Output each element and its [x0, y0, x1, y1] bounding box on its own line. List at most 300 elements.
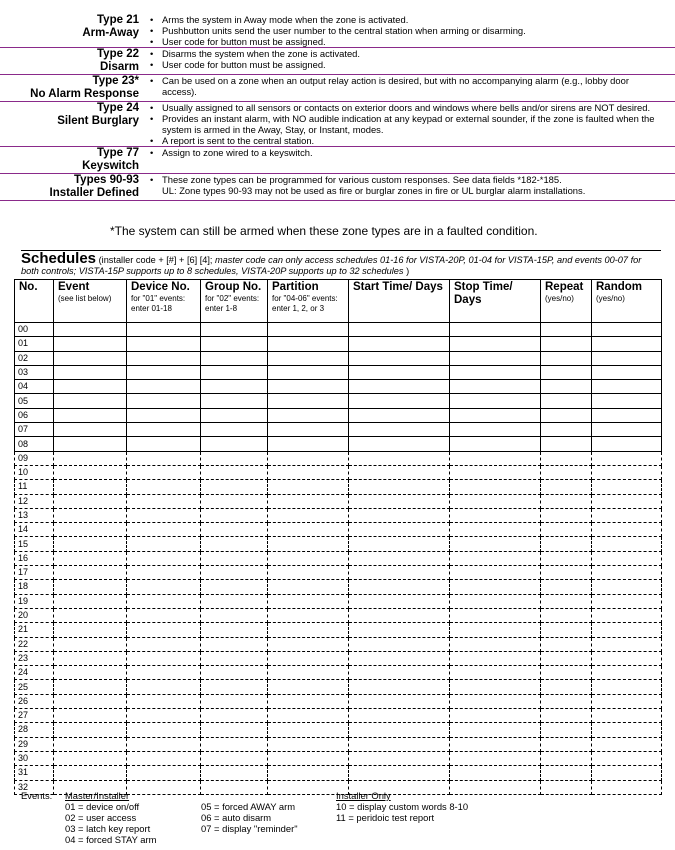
schedule-entry-cell[interactable]: [54, 494, 127, 508]
events-col-2: [201, 801, 298, 834]
schedule-entry-cell[interactable]: [592, 423, 662, 437]
schedule-entry-cell[interactable]: [450, 365, 541, 379]
schedule-number-cell: 20: [15, 608, 54, 622]
schedule-entry-cell[interactable]: [268, 594, 349, 608]
schedule-entry-cell[interactable]: [349, 694, 450, 708]
schedule-entry-cell[interactable]: [450, 423, 541, 437]
schedule-entry-cell[interactable]: [54, 608, 127, 622]
schedule-entry-cell[interactable]: [54, 508, 127, 522]
schedule-entry-cell[interactable]: [450, 394, 541, 408]
schedule-entry-cell[interactable]: [54, 594, 127, 608]
schedule-entry-cell[interactable]: [592, 780, 662, 794]
schedule-entry-cell[interactable]: [201, 380, 268, 394]
zone-type-bullet: • Arms the system in Away mode when the zone is activated.: [150, 14, 661, 25]
column-title: Event: [58, 281, 90, 293]
zone-type-label: [0, 174, 150, 200]
schedule-entry-cell[interactable]: [127, 394, 201, 408]
table-row: [15, 723, 662, 737]
schedule-entry-cell[interactable]: [592, 394, 662, 408]
schedule-entry-cell[interactable]: [349, 323, 450, 337]
schedule-entry-cell[interactable]: [54, 323, 127, 337]
schedule-entry-cell[interactable]: [450, 751, 541, 765]
schedule-entry-cell[interactable]: [592, 766, 662, 780]
schedule-entry-cell[interactable]: [349, 508, 450, 522]
schedule-entry-cell[interactable]: [541, 766, 592, 780]
schedule-number-cell: 05: [15, 394, 54, 408]
schedule-entry-cell[interactable]: [592, 523, 662, 537]
schedule-entry-cell[interactable]: [592, 608, 662, 622]
schedule-entry-cell[interactable]: [450, 709, 541, 723]
schedule-entry-cell[interactable]: [127, 780, 201, 794]
schedule-entry-cell[interactable]: [268, 680, 349, 694]
schedule-entry-cell[interactable]: [541, 666, 592, 680]
schedule-entry-cell[interactable]: [450, 694, 541, 708]
schedule-entry-cell[interactable]: [349, 437, 450, 451]
schedule-entry-cell[interactable]: [268, 380, 349, 394]
schedule-entry-cell[interactable]: [268, 566, 349, 580]
schedule-entry-cell[interactable]: [541, 537, 592, 551]
schedule-entry-cell[interactable]: [541, 551, 592, 565]
schedule-entry-cell[interactable]: [450, 651, 541, 665]
schedule-entry-cell[interactable]: [268, 737, 349, 751]
schedule-entry-cell[interactable]: [450, 408, 541, 422]
schedule-entry-cell[interactable]: [541, 651, 592, 665]
schedule-entry-cell[interactable]: [349, 651, 450, 665]
schedule-entry-cell[interactable]: [592, 365, 662, 379]
schedule-entry-cell[interactable]: [127, 537, 201, 551]
schedule-entry-cell[interactable]: [450, 523, 541, 537]
column-title: Repeat: [545, 281, 584, 293]
schedule-entry-cell[interactable]: [349, 737, 450, 751]
schedule-entry-cell[interactable]: [201, 551, 268, 565]
schedule-entry-cell[interactable]: [201, 437, 268, 451]
schedule-entry-cell[interactable]: [541, 365, 592, 379]
schedule-number-cell: 10: [15, 465, 54, 479]
schedule-entry-cell[interactable]: [268, 480, 349, 494]
schedule-entry-cell[interactable]: [592, 437, 662, 451]
schedule-entry-cell[interactable]: [127, 337, 201, 351]
schedule-entry-cell[interactable]: [349, 766, 450, 780]
schedule-entry-cell[interactable]: [54, 423, 127, 437]
schedule-entry-cell[interactable]: [127, 637, 201, 651]
schedule-entry-cell[interactable]: [450, 737, 541, 751]
schedule-entry-cell[interactable]: [54, 666, 127, 680]
table-row: [15, 465, 662, 479]
schedule-entry-cell[interactable]: [201, 709, 268, 723]
schedules-header: [21, 250, 661, 277]
schedule-entry-cell[interactable]: [349, 394, 450, 408]
schedule-entry-cell[interactable]: [201, 365, 268, 379]
event-code-item: 04 = forced STAY arm: [65, 834, 157, 845]
schedule-number-cell: 17: [15, 566, 54, 580]
schedule-entry-cell[interactable]: [450, 337, 541, 351]
zone-type-bullet: • User code for button must be assigned.: [150, 59, 661, 70]
schedule-entry-cell[interactable]: [127, 666, 201, 680]
schedule-entry-cell[interactable]: [268, 694, 349, 708]
schedule-entry-cell[interactable]: [349, 451, 450, 465]
schedule-entry-cell[interactable]: [541, 480, 592, 494]
schedule-entry-cell[interactable]: [201, 351, 268, 365]
zone-type-description: [150, 102, 675, 146]
schedule-entry-cell[interactable]: [592, 480, 662, 494]
schedule-entry-cell[interactable]: [54, 351, 127, 365]
schedule-entry-cell[interactable]: [54, 723, 127, 737]
schedule-entry-cell[interactable]: [349, 537, 450, 551]
schedule-entry-cell[interactable]: [54, 580, 127, 594]
schedule-entry-cell[interactable]: [127, 623, 201, 637]
schedule-entry-cell[interactable]: [54, 751, 127, 765]
schedule-entry-cell[interactable]: [450, 780, 541, 794]
schedule-entry-cell[interactable]: [450, 551, 541, 565]
schedule-entry-cell[interactable]: [592, 351, 662, 365]
table-row: [15, 709, 662, 723]
schedule-entry-cell[interactable]: [450, 623, 541, 637]
column-subtitle: for "02" events: enter 1-8: [205, 294, 260, 313]
schedule-entry-cell[interactable]: [268, 323, 349, 337]
table-row: [15, 380, 662, 394]
schedule-entry-cell[interactable]: [268, 637, 349, 651]
schedule-entry-cell[interactable]: [268, 580, 349, 594]
schedule-entry-cell[interactable]: [592, 380, 662, 394]
schedule-entry-cell[interactable]: [592, 680, 662, 694]
schedule-entry-cell[interactable]: [54, 566, 127, 580]
zone-type-description: [150, 147, 675, 173]
table-row: [15, 494, 662, 508]
schedule-entry-cell[interactable]: [201, 737, 268, 751]
zone-type-bullet: • Usually assigned to all sensors or contacts on exterior doors and windows where bells and/or sirens are NOT desired.: [150, 102, 661, 113]
table-row: [15, 480, 662, 494]
schedule-entry-cell[interactable]: [450, 608, 541, 622]
schedule-entry-cell[interactable]: [201, 623, 268, 637]
schedule-entry-cell[interactable]: [201, 451, 268, 465]
schedule-entry-cell[interactable]: [349, 666, 450, 680]
schedule-entry-cell[interactable]: [349, 637, 450, 651]
schedule-entry-cell[interactable]: [127, 551, 201, 565]
column-header: [201, 280, 268, 323]
schedule-entry-cell[interactable]: [541, 594, 592, 608]
schedule-entry-cell[interactable]: [349, 594, 450, 608]
schedule-entry-cell[interactable]: [268, 766, 349, 780]
schedule-entry-cell[interactable]: [592, 408, 662, 422]
schedule-entry-cell[interactable]: [127, 594, 201, 608]
schedule-entry-cell[interactable]: [268, 666, 349, 680]
schedule-entry-cell[interactable]: [450, 580, 541, 594]
schedule-entry-cell[interactable]: [541, 608, 592, 622]
schedule-entry-cell[interactable]: [541, 437, 592, 451]
schedule-entry-cell[interactable]: [127, 465, 201, 479]
schedule-entry-cell[interactable]: [54, 380, 127, 394]
installer-only-title: Installer Only: [336, 790, 391, 801]
schedule-entry-cell[interactable]: [127, 709, 201, 723]
schedule-entry-cell[interactable]: [349, 408, 450, 422]
schedule-entry-cell[interactable]: [268, 437, 349, 451]
schedule-entry-cell[interactable]: [201, 537, 268, 551]
schedule-entry-cell[interactable]: [201, 780, 268, 794]
schedule-entry-cell[interactable]: [541, 751, 592, 765]
schedule-entry-cell[interactable]: [268, 465, 349, 479]
zone-type-number: Types 90-93: [74, 174, 139, 186]
event-code-item: 01 = device on/off: [65, 801, 140, 812]
schedule-entry-cell[interactable]: [592, 623, 662, 637]
schedule-entry-cell[interactable]: [541, 637, 592, 651]
schedule-entry-cell[interactable]: [450, 594, 541, 608]
schedule-entry-cell[interactable]: [201, 637, 268, 651]
schedule-entry-cell[interactable]: [201, 394, 268, 408]
zone-type-description: [150, 174, 675, 200]
schedule-entry-cell[interactable]: [268, 623, 349, 637]
schedule-entry-cell[interactable]: [592, 694, 662, 708]
schedule-entry-cell[interactable]: [349, 380, 450, 394]
schedule-entry-cell[interactable]: [541, 694, 592, 708]
schedule-entry-cell[interactable]: [127, 508, 201, 522]
schedule-entry-cell[interactable]: [541, 566, 592, 580]
schedule-entry-cell[interactable]: [268, 508, 349, 522]
schedule-entry-cell[interactable]: [201, 523, 268, 537]
schedule-entry-cell[interactable]: [54, 680, 127, 694]
schedule-entry-cell[interactable]: [541, 465, 592, 479]
schedule-entry-cell[interactable]: [127, 423, 201, 437]
schedule-entry-cell[interactable]: [592, 551, 662, 565]
schedule-entry-cell[interactable]: [349, 566, 450, 580]
schedule-entry-cell[interactable]: [450, 566, 541, 580]
column-title: Stop Time/ Days: [454, 281, 513, 306]
table-row: [15, 694, 662, 708]
schedule-entry-cell[interactable]: [268, 494, 349, 508]
schedule-entry-cell[interactable]: [268, 523, 349, 537]
schedule-entry-cell[interactable]: [54, 465, 127, 479]
schedule-entry-cell[interactable]: [541, 680, 592, 694]
schedule-entry-cell[interactable]: [268, 408, 349, 422]
schedule-entry-cell[interactable]: [349, 337, 450, 351]
schedule-entry-cell[interactable]: [127, 480, 201, 494]
schedule-entry-cell[interactable]: [54, 651, 127, 665]
schedule-entry-cell[interactable]: [349, 480, 450, 494]
schedule-entry-cell[interactable]: [541, 380, 592, 394]
schedule-entry-cell[interactable]: [541, 508, 592, 522]
schedule-entry-cell[interactable]: [268, 451, 349, 465]
schedule-entry-cell[interactable]: [127, 451, 201, 465]
zone-type-bullet: • Disarms the system when the zone is activated.: [150, 48, 661, 59]
schedule-entry-cell[interactable]: [450, 508, 541, 522]
schedule-entry-cell[interactable]: [592, 323, 662, 337]
schedule-entry-cell[interactable]: [349, 723, 450, 737]
schedule-entry-cell[interactable]: [349, 523, 450, 537]
schedule-entry-cell[interactable]: [201, 651, 268, 665]
schedule-entry-cell[interactable]: [201, 751, 268, 765]
schedule-entry-cell[interactable]: [54, 394, 127, 408]
schedule-number-cell: 30: [15, 751, 54, 765]
schedule-entry-cell[interactable]: [201, 766, 268, 780]
schedule-entry-cell[interactable]: [201, 594, 268, 608]
schedule-entry-cell[interactable]: [268, 423, 349, 437]
column-header: [592, 280, 662, 323]
schedule-entry-cell[interactable]: [54, 551, 127, 565]
schedule-entry-cell[interactable]: [127, 580, 201, 594]
schedule-entry-cell[interactable]: [54, 437, 127, 451]
schedule-entry-cell[interactable]: [349, 465, 450, 479]
schedule-entry-cell[interactable]: [541, 723, 592, 737]
schedule-entry-cell[interactable]: [450, 351, 541, 365]
schedule-entry-cell[interactable]: [592, 465, 662, 479]
schedule-entry-cell[interactable]: [541, 523, 592, 537]
schedule-entry-cell[interactable]: [541, 737, 592, 751]
schedule-entry-cell[interactable]: [54, 637, 127, 651]
schedule-entry-cell[interactable]: [127, 351, 201, 365]
schedule-entry-cell[interactable]: [592, 508, 662, 522]
event-code-item: 11 = peridoic test report: [336, 812, 435, 823]
schedule-entry-cell[interactable]: [349, 608, 450, 622]
schedule-entry-cell[interactable]: [54, 337, 127, 351]
schedule-entry-cell[interactable]: [592, 566, 662, 580]
zone-type-bullet: • Pushbutton units send the user number to the central station when arming or disarming.: [150, 25, 661, 36]
zone-type-name: Disarm: [100, 61, 139, 73]
schedule-entry-cell[interactable]: [450, 494, 541, 508]
schedule-entry-cell[interactable]: [450, 323, 541, 337]
schedule-entry-cell[interactable]: [127, 408, 201, 422]
schedule-entry-cell[interactable]: [349, 623, 450, 637]
schedule-entry-cell[interactable]: [268, 394, 349, 408]
schedule-entry-cell[interactable]: [54, 737, 127, 751]
schedule-entry-cell[interactable]: [592, 637, 662, 651]
schedule-entry-cell[interactable]: [592, 666, 662, 680]
schedule-entry-cell[interactable]: [201, 423, 268, 437]
schedule-entry-cell[interactable]: [127, 723, 201, 737]
schedule-entry-cell[interactable]: [450, 766, 541, 780]
schedule-entry-cell[interactable]: [127, 694, 201, 708]
schedule-entry-cell[interactable]: [592, 580, 662, 594]
schedule-entry-cell[interactable]: [54, 451, 127, 465]
schedule-entry-cell[interactable]: [268, 709, 349, 723]
schedule-entry-cell[interactable]: [201, 465, 268, 479]
schedule-entry-cell[interactable]: [54, 480, 127, 494]
schedule-entry-cell[interactable]: [450, 465, 541, 479]
schedule-entry-cell[interactable]: [268, 723, 349, 737]
schedule-entry-cell[interactable]: [127, 380, 201, 394]
schedule-entry-cell[interactable]: [127, 365, 201, 379]
schedule-entry-cell[interactable]: [541, 394, 592, 408]
schedule-entry-cell[interactable]: [592, 651, 662, 665]
schedule-entry-cell[interactable]: [592, 751, 662, 765]
schedule-entry-cell[interactable]: [127, 751, 201, 765]
schedule-entry-cell[interactable]: [541, 780, 592, 794]
master-installer-title: Master/Installer: [65, 790, 130, 801]
schedule-entry-cell[interactable]: [201, 694, 268, 708]
schedule-entry-cell[interactable]: [592, 594, 662, 608]
schedule-entry-cell[interactable]: [592, 451, 662, 465]
schedule-entry-cell[interactable]: [127, 494, 201, 508]
schedule-entry-cell[interactable]: [127, 766, 201, 780]
schedule-entry-cell[interactable]: [450, 723, 541, 737]
schedule-entry-cell[interactable]: [592, 709, 662, 723]
schedule-entry-cell[interactable]: [201, 508, 268, 522]
schedule-entry-cell[interactable]: [592, 337, 662, 351]
schedule-entry-cell[interactable]: [201, 580, 268, 594]
schedule-entry-cell[interactable]: [349, 423, 450, 437]
schedule-entry-cell[interactable]: [54, 623, 127, 637]
event-code-item: 10 = display custom words 8-10: [336, 801, 469, 812]
schedule-entry-cell[interactable]: [541, 709, 592, 723]
schedule-entry-cell[interactable]: [127, 437, 201, 451]
schedule-entry-cell[interactable]: [349, 580, 450, 594]
schedule-entry-cell[interactable]: [541, 623, 592, 637]
schedule-entry-cell[interactable]: [450, 666, 541, 680]
schedule-entry-cell[interactable]: [541, 351, 592, 365]
schedule-entry-cell[interactable]: [450, 637, 541, 651]
schedule-entry-cell[interactable]: [349, 680, 450, 694]
schedule-entry-cell[interactable]: [349, 351, 450, 365]
schedule-entry-cell[interactable]: [201, 680, 268, 694]
schedule-entry-cell[interactable]: [54, 537, 127, 551]
schedule-entry-cell[interactable]: [268, 365, 349, 379]
schedule-entry-cell[interactable]: [201, 723, 268, 737]
table-row: [15, 566, 662, 580]
schedule-entry-cell[interactable]: [201, 408, 268, 422]
schedule-entry-cell[interactable]: [268, 608, 349, 622]
schedule-entry-cell[interactable]: [349, 709, 450, 723]
schedule-entry-cell[interactable]: [54, 766, 127, 780]
schedule-entry-cell[interactable]: [268, 337, 349, 351]
schedule-entry-cell[interactable]: [54, 523, 127, 537]
schedule-entry-cell[interactable]: [201, 480, 268, 494]
schedule-entry-cell[interactable]: [541, 323, 592, 337]
schedule-entry-cell[interactable]: [201, 494, 268, 508]
schedule-entry-cell[interactable]: [127, 651, 201, 665]
schedule-entry-cell[interactable]: [450, 437, 541, 451]
schedule-entry-cell[interactable]: [541, 494, 592, 508]
schedule-entry-cell[interactable]: [450, 451, 541, 465]
schedule-entry-cell[interactable]: [127, 737, 201, 751]
schedule-entry-cell[interactable]: [592, 737, 662, 751]
schedule-entry-cell[interactable]: [268, 551, 349, 565]
schedule-entry-cell[interactable]: [450, 537, 541, 551]
schedule-entry-cell[interactable]: [201, 608, 268, 622]
schedule-entry-cell[interactable]: [268, 351, 349, 365]
event-code-item: 07 = display "reminder": [201, 823, 298, 834]
schedule-entry-cell[interactable]: [127, 323, 201, 337]
schedule-entry-cell[interactable]: [201, 323, 268, 337]
schedule-entry-cell[interactable]: [201, 566, 268, 580]
schedule-entry-cell[interactable]: [54, 365, 127, 379]
schedule-entry-cell[interactable]: [127, 608, 201, 622]
schedule-entry-cell[interactable]: [541, 337, 592, 351]
schedule-entry-cell[interactable]: [450, 380, 541, 394]
schedule-entry-cell[interactable]: [541, 423, 592, 437]
schedule-entry-cell[interactable]: [268, 651, 349, 665]
schedule-entry-cell[interactable]: [541, 451, 592, 465]
schedule-entry-cell[interactable]: [592, 537, 662, 551]
schedule-entry-cell[interactable]: [592, 494, 662, 508]
schedule-entry-cell[interactable]: [127, 523, 201, 537]
schedule-entry-cell[interactable]: [349, 551, 450, 565]
schedule-entry-cell[interactable]: [349, 494, 450, 508]
schedule-entry-cell[interactable]: [450, 480, 541, 494]
schedule-entry-cell[interactable]: [541, 408, 592, 422]
schedule-entry-cell[interactable]: [54, 408, 127, 422]
schedule-entry-cell[interactable]: [450, 680, 541, 694]
schedule-entry-cell[interactable]: [201, 337, 268, 351]
schedule-entry-cell[interactable]: [127, 680, 201, 694]
schedule-entry-cell[interactable]: [268, 751, 349, 765]
schedule-entry-cell[interactable]: [268, 537, 349, 551]
schedule-entry-cell[interactable]: [127, 566, 201, 580]
schedule-entry-cell[interactable]: [54, 694, 127, 708]
schedule-entry-cell[interactable]: [349, 365, 450, 379]
schedule-entry-cell[interactable]: [349, 751, 450, 765]
schedule-entry-cell[interactable]: [54, 709, 127, 723]
schedule-entry-cell[interactable]: [541, 580, 592, 594]
schedule-entry-cell[interactable]: [592, 723, 662, 737]
schedule-entry-cell[interactable]: [201, 666, 268, 680]
